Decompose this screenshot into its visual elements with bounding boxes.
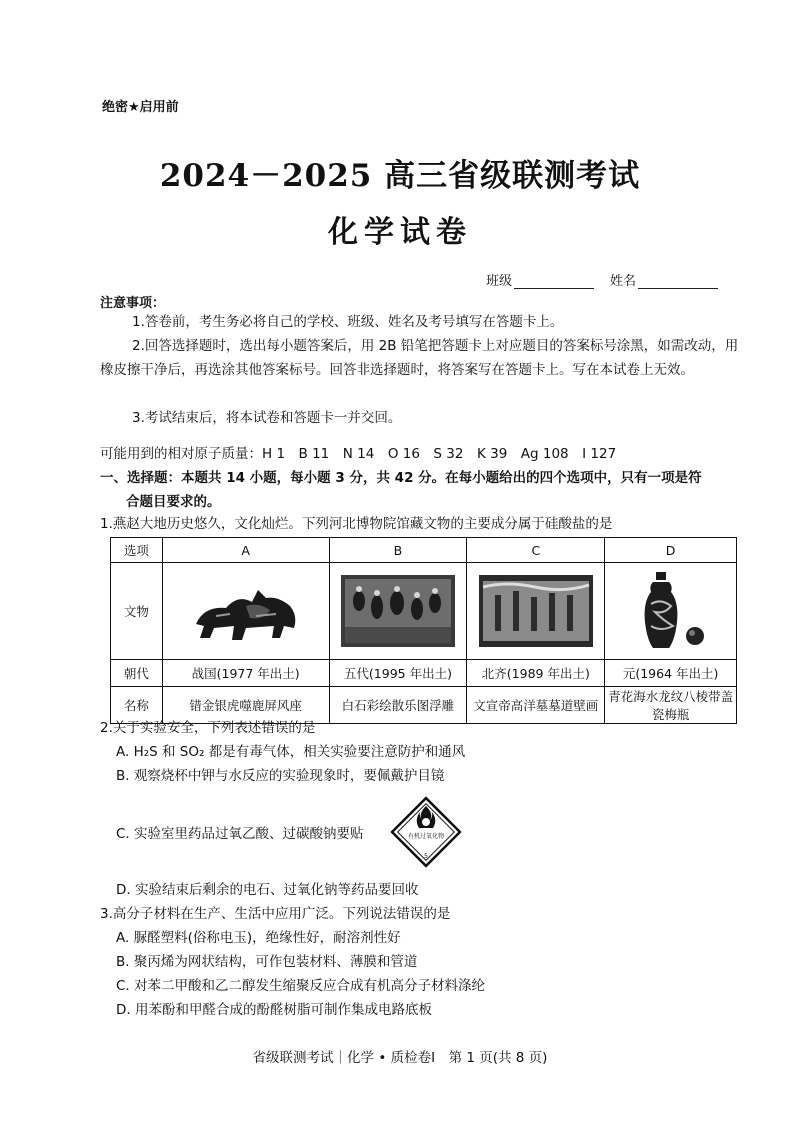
question-3-option-b: B. 聚丙烯为网状结构，可作包装材料、薄膜和管道 — [116, 954, 418, 970]
page-footer: 省级联测考试｜化学 • 质检卷Ⅰ 第 1 页(共 8 页) — [252, 1050, 548, 1066]
atomic-masses: 可能用到的相对原子质量：H 1 B 11 N 14 O 16 S 32 K 39 Ag 108 I 127 — [100, 446, 617, 462]
question-3-option-a: A. 脲醛塑料(俗称电玉)，绝缘性好，耐溶剂性好 — [116, 930, 401, 946]
name-a: 错金银虎噬鹿屏风座 — [162, 687, 329, 724]
row-label-relic: 文物 — [111, 563, 163, 660]
table-row — [111, 660, 737, 687]
tomb-mural-image — [477, 573, 595, 649]
relic-image-a — [162, 563, 329, 660]
exam-title: 2024－2025 高三省级联测考试 — [159, 158, 641, 194]
exam-subtitle: 化学试卷 — [328, 215, 472, 250]
question-3-option-d: D. 用苯酚和甲醛合成的酚醛树脂可制作集成电路底板 — [116, 1002, 432, 1018]
era-c: 北齐(1989 年出土) — [467, 660, 605, 687]
notice-item-1: 1.答卷前，考生务必将自己的学校、班级、姓名及考号填写在答题卡上。 — [132, 314, 564, 330]
relic-image-b — [329, 563, 467, 660]
option-d-header: D — [605, 538, 737, 563]
option-c-header: C — [467, 538, 605, 563]
class-blank — [514, 274, 594, 289]
name-label: 姓名 — [609, 274, 636, 289]
question-2-option-a: A. H₂S 和 SO₂ 都是有毒气体，相关实验要注意防护和通风 — [116, 744, 466, 760]
option-b-header: B — [329, 538, 467, 563]
relic-image-d — [605, 563, 737, 660]
confidential-mark: 绝密★启用前 — [102, 100, 179, 115]
row-label-option: 选项 — [111, 538, 163, 563]
question-1-stem: 1.燕赵大地历史悠久，文化灿烂。下列河北博物院馆藏文物的主要成分属于硅酸盐的是 — [100, 516, 613, 532]
notice-item-3: 3.考试结束后，将本试卷和答题卡一并交回。 — [132, 410, 402, 426]
relics-table — [110, 537, 737, 724]
era-b: 五代(1995 年出土) — [329, 660, 467, 687]
name-blank — [638, 274, 718, 289]
era-d: 元(1964 年出土) — [605, 660, 737, 687]
hazard-sign-text: 有机过氧化物 — [407, 833, 445, 840]
section-heading-line2: 合题目要求的。 — [126, 494, 221, 510]
class-field — [486, 270, 594, 289]
table-row — [111, 563, 737, 660]
hazard-sign-number: 5 — [424, 853, 428, 860]
relief-carving-image — [339, 573, 457, 649]
row-label-name: 名称 — [111, 687, 163, 724]
question-3-option-c: C. 对苯二甲酸和乙二醇发生缩聚反应合成有机高分子材料涤纶 — [116, 978, 486, 994]
era-a: 战国(1977 年出土) — [162, 660, 329, 687]
section-heading-line1: 一、选择题：本题共 14 小题，每小题 3 分，共 42 分。在每小题给出的四个选项中，只有一项是符 — [100, 470, 702, 486]
name-b: 白石彩绘散乐图浮雕 — [329, 687, 467, 724]
name-field — [610, 270, 718, 289]
name-c: 文宣帝高洋墓墓道壁画 — [467, 687, 605, 724]
question-2-option-b: B. 观察烧杯中钾与水反应的实验现象时，要佩戴护目镜 — [116, 768, 445, 784]
porcelain-vase-image — [631, 570, 711, 652]
question-2-stem: 2.关于实验安全，下列表述错误的是 — [100, 720, 316, 736]
organic-peroxide-hazard-icon — [386, 792, 466, 872]
name-d: 青花海水龙纹八棱带盖瓷梅瓶 — [605, 687, 737, 724]
section-heading — [100, 466, 740, 514]
tiger-screen-base-image — [186, 576, 306, 646]
notice-heading: 注意事项： — [100, 296, 166, 311]
table-row — [111, 538, 737, 563]
question-2-option-c: C. 实验室里药品过氧乙酸、过碳酸钠要贴 — [116, 826, 364, 842]
row-label-dynasty: 朝代 — [111, 660, 163, 687]
class-label: 班级 — [485, 274, 512, 289]
question-3-stem: 3.高分子材料在生产、生活中应用广泛。下列说法错误的是 — [100, 906, 451, 922]
question-2-option-d: D. 实验结束后剩余的电石、过氧化钠等药品要回收 — [116, 882, 419, 898]
relic-image-c — [467, 563, 605, 660]
notice-item-2: 2.回答选择题时，选出每小题答案后，用 2B 铅笔把答题卡上对应题目的答案标号涂黑，如需改动，用橡皮擦干净后，再选涂其他答案标号。回答非选择题时，将答案写在答题卡上。写在本试卷上无效。 — [100, 338, 739, 378]
option-a-header: A — [162, 538, 329, 563]
student-info-row — [486, 270, 718, 289]
